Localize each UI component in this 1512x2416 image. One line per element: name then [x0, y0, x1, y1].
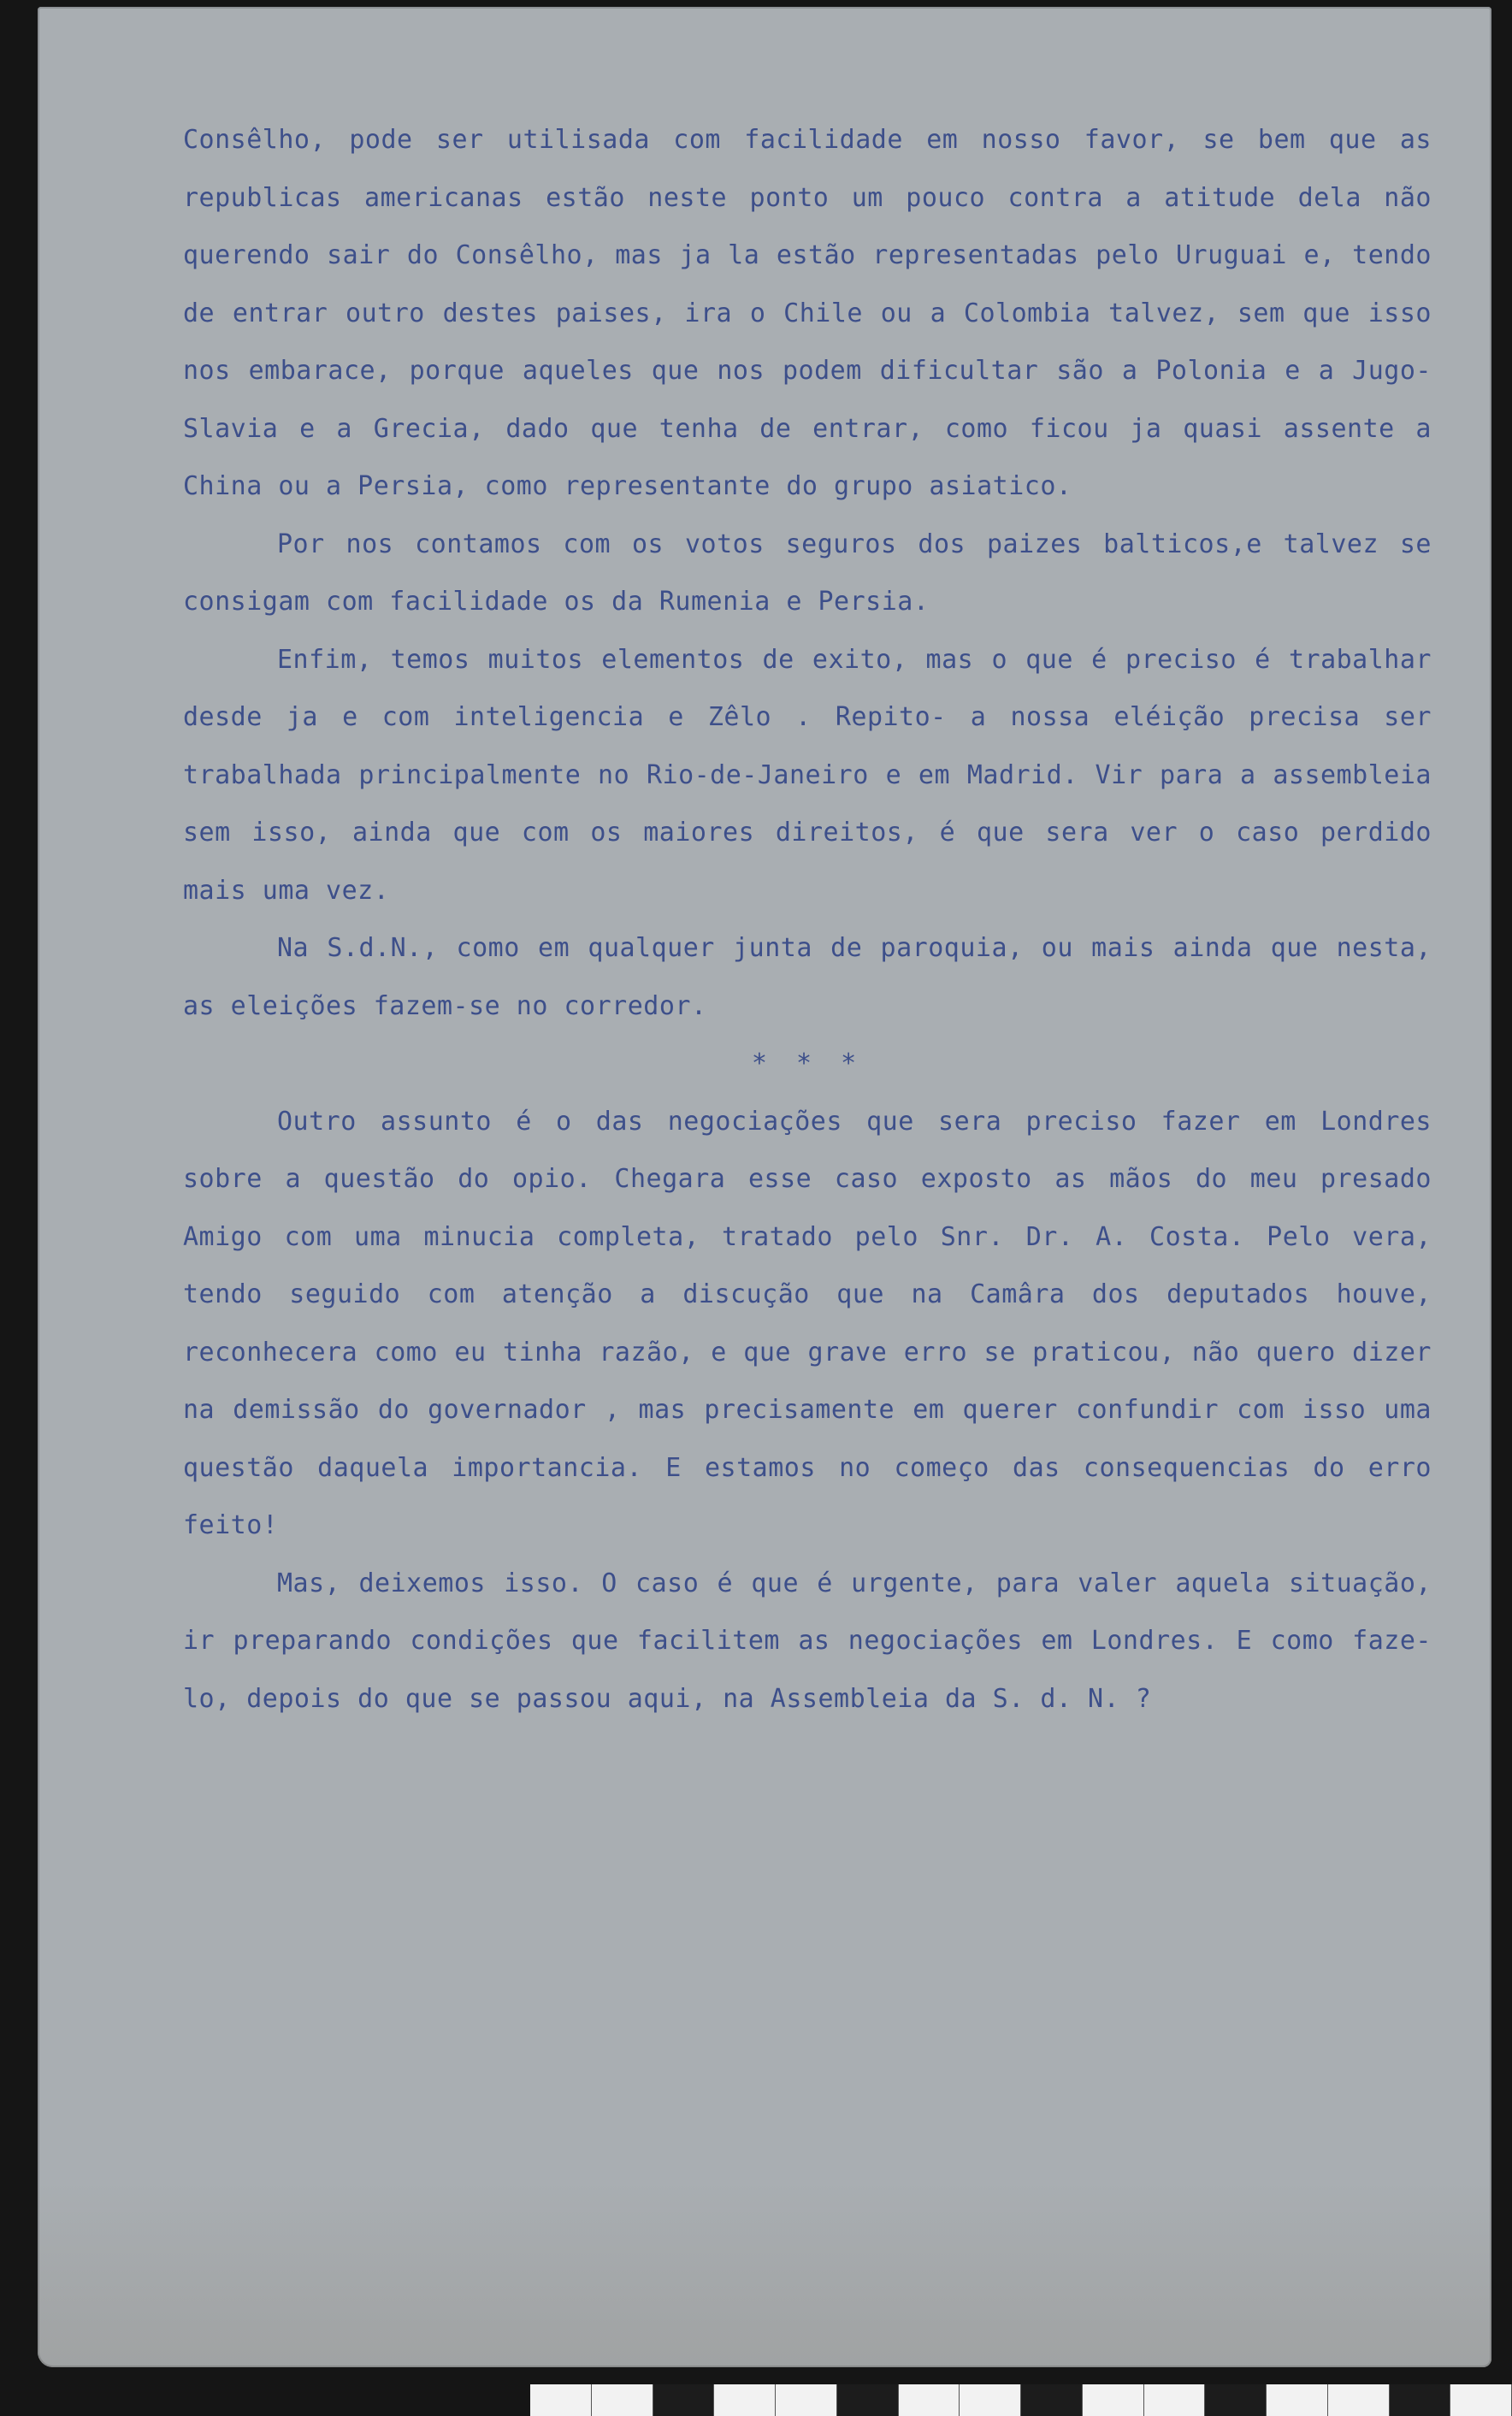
paragraph-3: Enfim, temos muitos elementos de exito, mas o que é preciso é trabalhar desde ja e com inteligencia e Zêlo . Repito- a nossa eléição precisa ser trabalhada principalmente no Rio-de-Janeiro e em Madrid. Vir para a assembleia sem isso, ainda que com os maiores direitos, é que sera ver o caso perdido mais uma vez. [183, 644, 1432, 906]
paragraph-6: Mas, deixemos isso. O caso é que é urgente, para valer aquela situação, ir preparando condições que facilitem as negociações em Londres. E como faze-lo, depois do que se passou aqui, na Assembleia da S. d. N. ? [183, 1568, 1432, 1714]
paragraph-4: Na S.d.N., como em qualquer junta de paroquia, ou mais ainda que nesta, as eleições fazem-se no corredor. [183, 933, 1432, 1021]
typed-text [183, 111, 1432, 1728]
paragraph-1: Consêlho, pode ser utilisada com facilidade em nosso favor, se bem que as republicas americanas estão neste ponto um pouco contra a atitude dela não querendo sair do Consêlho, mas ja la estão representadas pelo Uruguai e, tendo de entrar outro destes paises, ira o Chile ou a Colombia talvez, sem que isso nos embarace, porque aqueles que nos podem dificultar são a Polonia e a Jugo-Slavia e a Grecia, dado que tenha de entrar, como ficou ja quasi assente a China ou a Persia, como representante do grupo asiatico. [183, 125, 1432, 501]
document-page [38, 7, 1491, 2367]
paragraph-5: Outro assunto é o das negociações que sera preciso fazer em Londres sobre a questão do opio. Chegara esse caso exposto as mãos do meu presado Amigo com uma minucia completa, tratado pelo Snr. Dr. A. Costa. Pelo vera, tendo seguido com atenção a discução que na Camâra dos deputados houve, reconhecera como eu tinha razão, e que grave erro se praticou, não quero dizer na demissão do governador , mas precisamente em querer confundir com isso uma questão daquela importancia. E estamos no começo das consequencias do erro feito! [183, 1106, 1432, 1540]
scale-ruler [530, 2384, 1512, 2416]
section-separator: * * * [751, 1049, 864, 1078]
paragraph-2: Por nos contamos com os votos seguros dos paizes balticos,e talvez se consigam com facilidade os da Rumenia e Persia. [183, 529, 1432, 617]
